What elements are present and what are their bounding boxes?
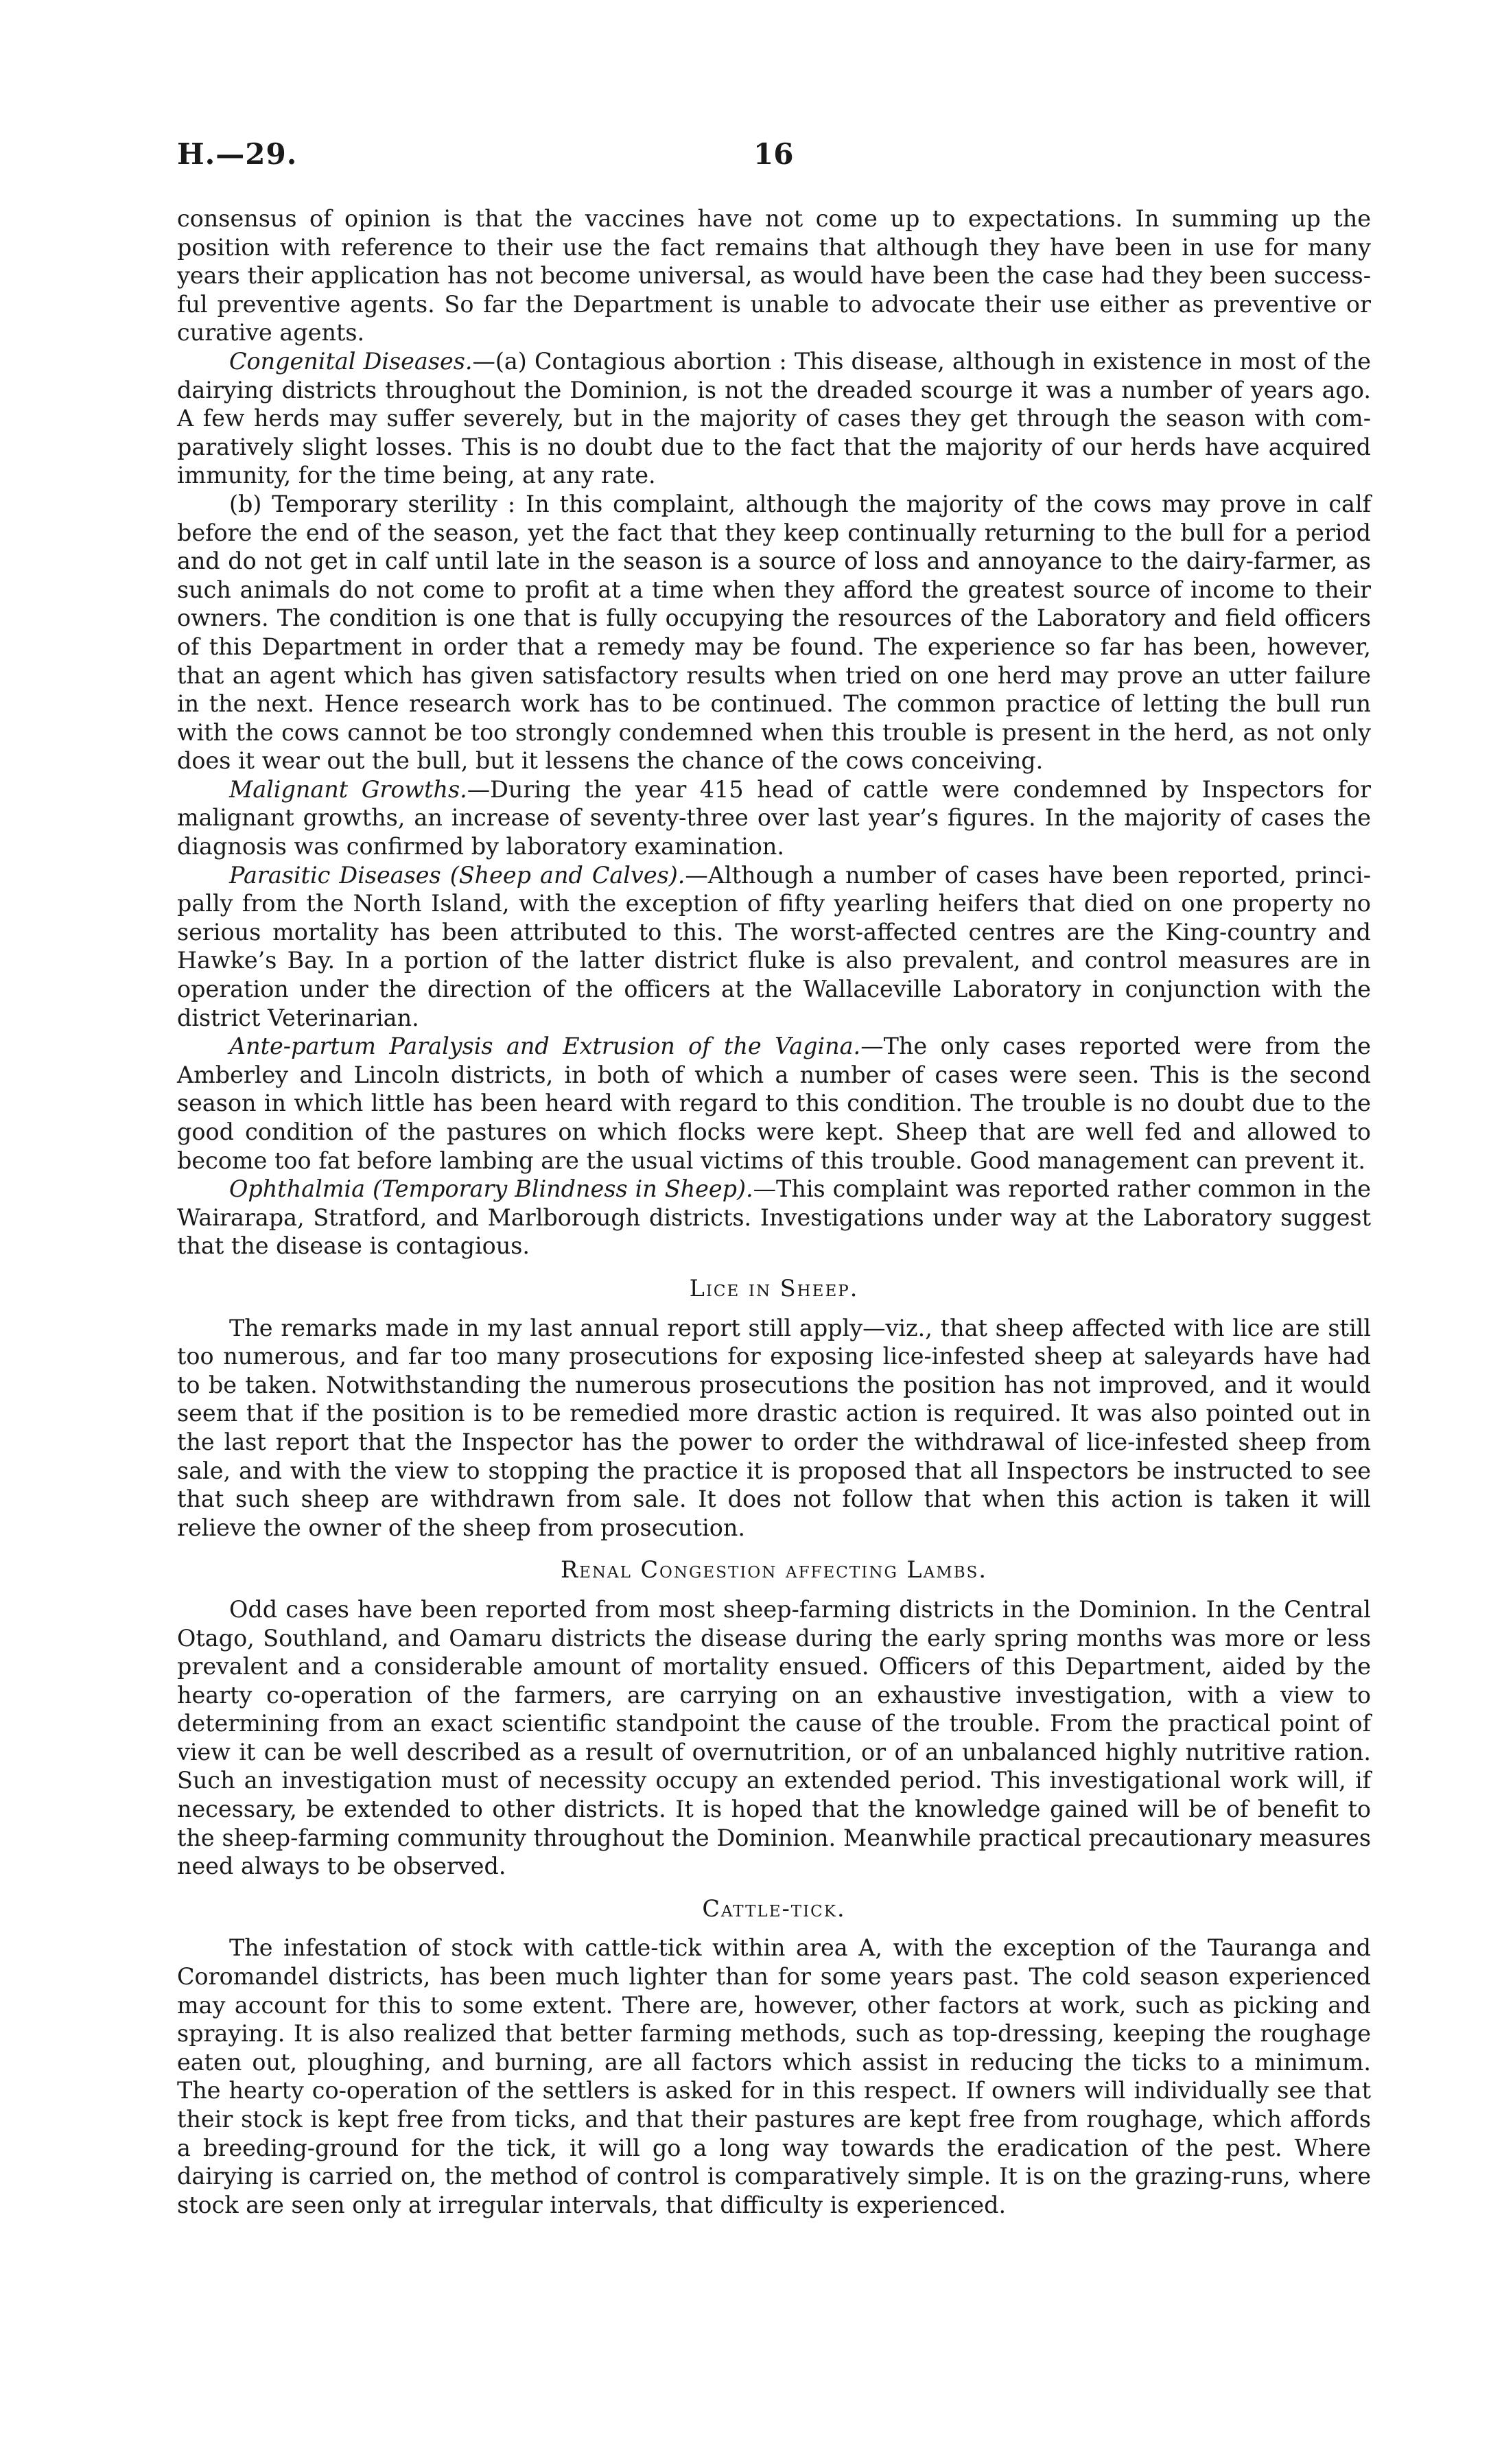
- section-heading-lice-in-sheep: Lice in Sheep.: [689, 1274, 859, 1302]
- paragraph-text: —(a) Contagious abortion : This disease, although in existence in most of the dairying districts throughout the Dominion, is not the dreaded scourge it was a number of years ago. A few herds may suffer severely, but in the majority of cases they get through the season with comparatively slight losses. This is no doubt due to the fact that the majority of our herds have acquired immunity, for the time being, at any rate.: [177, 347, 1371, 489]
- paragraph-text: —This complaint was reported rather common in the Wairarapa, Stratford, and Marlborough districts. Investigations under way at the Laboratory suggest that the disease is contagious.: [177, 1175, 1371, 1260]
- section-heading-cattle-tick: Cattle-tick.: [702, 1894, 846, 1922]
- paragraph-lead: Malignant Growths.: [229, 775, 467, 803]
- paragraph-temporary-sterility: (b) Temporary sterility : In this complaint, although the majority of the cows may prove in calf before the end of the season, yet the fact that they keep continually returning to the bull for a period and do not get in calf until late in the season is a source of loss and annoyance to the dairy-farmer, as such animals do not come to profit at a time when they afford the greatest source of income to their owners. The condition is one that is fully occupying the resources of the Laboratory and field officers of this Department in order that a remedy may be found. The experience so far has been, however, that an agent which has given satisfactory results when tried on one herd may prove an utter failure in the next. Hence research work has to be continued. The common practice of letting the bull run with the cows cannot be too strongly condemned when this trouble is present in the herd, as not only does it wear out the bull, but it lessens the chance of the cows conceiving.: [177, 490, 1371, 775]
- paragraph-text: —The only cases reported were from the Amberley and Lincoln districts, in both of which a number of cases were seen. This is the second season in which little has been heard with regard to this condition. The trouble is no doubt due to the good condition of the pastures on which flocks were kept. Sheep that are well fed and allowed to become too fat before lambing are the usual victims of this trouble. Good management can prevent it.: [177, 1033, 1372, 1174]
- paragraph-parasitic-diseases: [177, 861, 1371, 1033]
- paragraph-lead: Congenital Diseases.: [229, 347, 473, 375]
- paragraph-text: —During the year 415 head of cattle were condemned by Inspectors for malignant growths, an increase of seventy-three over last year’s figures. In the majority of cases the diagnosis was confirmed by laboratory examination.: [177, 775, 1371, 860]
- running-head: [177, 137, 1371, 185]
- paragraph-lead: Ante-partum Paralysis and Extrusion of the Vagina.: [229, 1033, 861, 1060]
- paragraph-lead: Ophthalmia (Temporary Blindness in Sheep).: [229, 1175, 753, 1203]
- body-text: [177, 204, 1371, 2219]
- document-page: [177, 137, 1371, 2219]
- paragraph-lice-in-sheep: The remarks made in my last annual report still apply—viz., that sheep affected with lice are still too numerous, and far too many prosecutions for exposing lice-infested sheep at saleyards have had to be taken. Notwithstanding the numerous prosecutions the position has not improved, and it would seem that if the position is to be remedied more drastic action is required. It was also pointed out in the last report that the Inspector has the power to order the withdrawal of lice-infested sheep from sale, and with the view to stopping the practice it is proposed that all Inspectors be instructed to see that such sheep are withdrawn from sale. It does not follow that when this action is taken it will relieve the owner of the sheep from prosecution.: [177, 1314, 1371, 1541]
- paragraph-congenital-diseases: [177, 347, 1371, 490]
- paragraph-ophthalmia: [177, 1175, 1371, 1260]
- paragraph-vaccines: consensus of opinion is that the vaccines have not come up to expectations. In summing up the position with reference to their use the fact remains that although they have been in use for many years their application has not become universal, as would have been the case had they been successful preventive agents. So far the Department is unable to advocate their use either as preventive or curative agents.: [177, 205, 1371, 347]
- document-reference: H.—29.: [177, 137, 298, 171]
- section-heading-renal-congestion: Renal Congestion affecting Lambs.: [560, 1556, 988, 1584]
- paragraph-text: —Although a number of cases have been reported, principally from the North Island, with the exception of fifty yearling heifers that died on one property no serious mortality has been attributed to this. The worst-affected centres are the King-country and Hawke’s Bay. In a portion of the latter district fluke is also prevalent, and control measures are in operation under the direction of the officers at the Wallaceville Laboratory in conjunction with the district Veterinarian.: [177, 861, 1371, 1031]
- paragraph-renal-congestion: Odd cases have been reported from most sheep-farming districts in the Dominion. In the Central Otago, Southland, and Oamaru districts the disease during the early spring months was more or less prevalent and a considerable amount of mortality ensued. Officers of this Department, aided by the hearty co-operation of the farmers, are carrying on an exhaustive investigation, with a view to determining from an exact scientific standpoint the cause of the trouble. From the practical point of view it can be well described as a result of overnutrition, or of an unbalanced highly nutritive ration. Such an investigation must of necessity occupy an extended period. This investigational work will, if necessary, be extended to other districts. It is hoped that the knowledge gained will be of benefit to the sheep-farming community throughout the Dominion. Meanwhile practical precautionary measures need always to be observed.: [177, 1595, 1371, 1880]
- paragraph-malignant-growths: [177, 775, 1371, 861]
- paragraph-cattle-tick: The infestation of stock with cattle-tick within area A, with the exception of the Tauranga and Coromandel districts, has been much lighter than for some years past. The cold season experienced may account for this to some extent. There are, however, other factors at work, such as picking and spraying. It is also realized that better farming methods, such as top-dressing, keeping the roughage eaten out, ploughing, and burning, are all factors which assist in reducing the ticks to a minimum. The hearty co-operation of the settlers is asked for in this respect. If owners will individually see that their stock is kept free from ticks, and that their pastures are kept free from roughage, which affords a breeding-ground for the tick, it will go a long way towards the eradication of the pest. Where dairying is carried on, the method of control is comparatively simple. It is on the grazing-runs, where stock are seen only at irregular intervals, that difficulty is experienced.: [177, 1934, 1371, 2218]
- paragraph-ante-partum-paralysis: [177, 1032, 1371, 1175]
- page-number: 16: [753, 137, 794, 171]
- paragraph-lead: Parasitic Diseases (Sheep and Calves).: [229, 861, 685, 889]
